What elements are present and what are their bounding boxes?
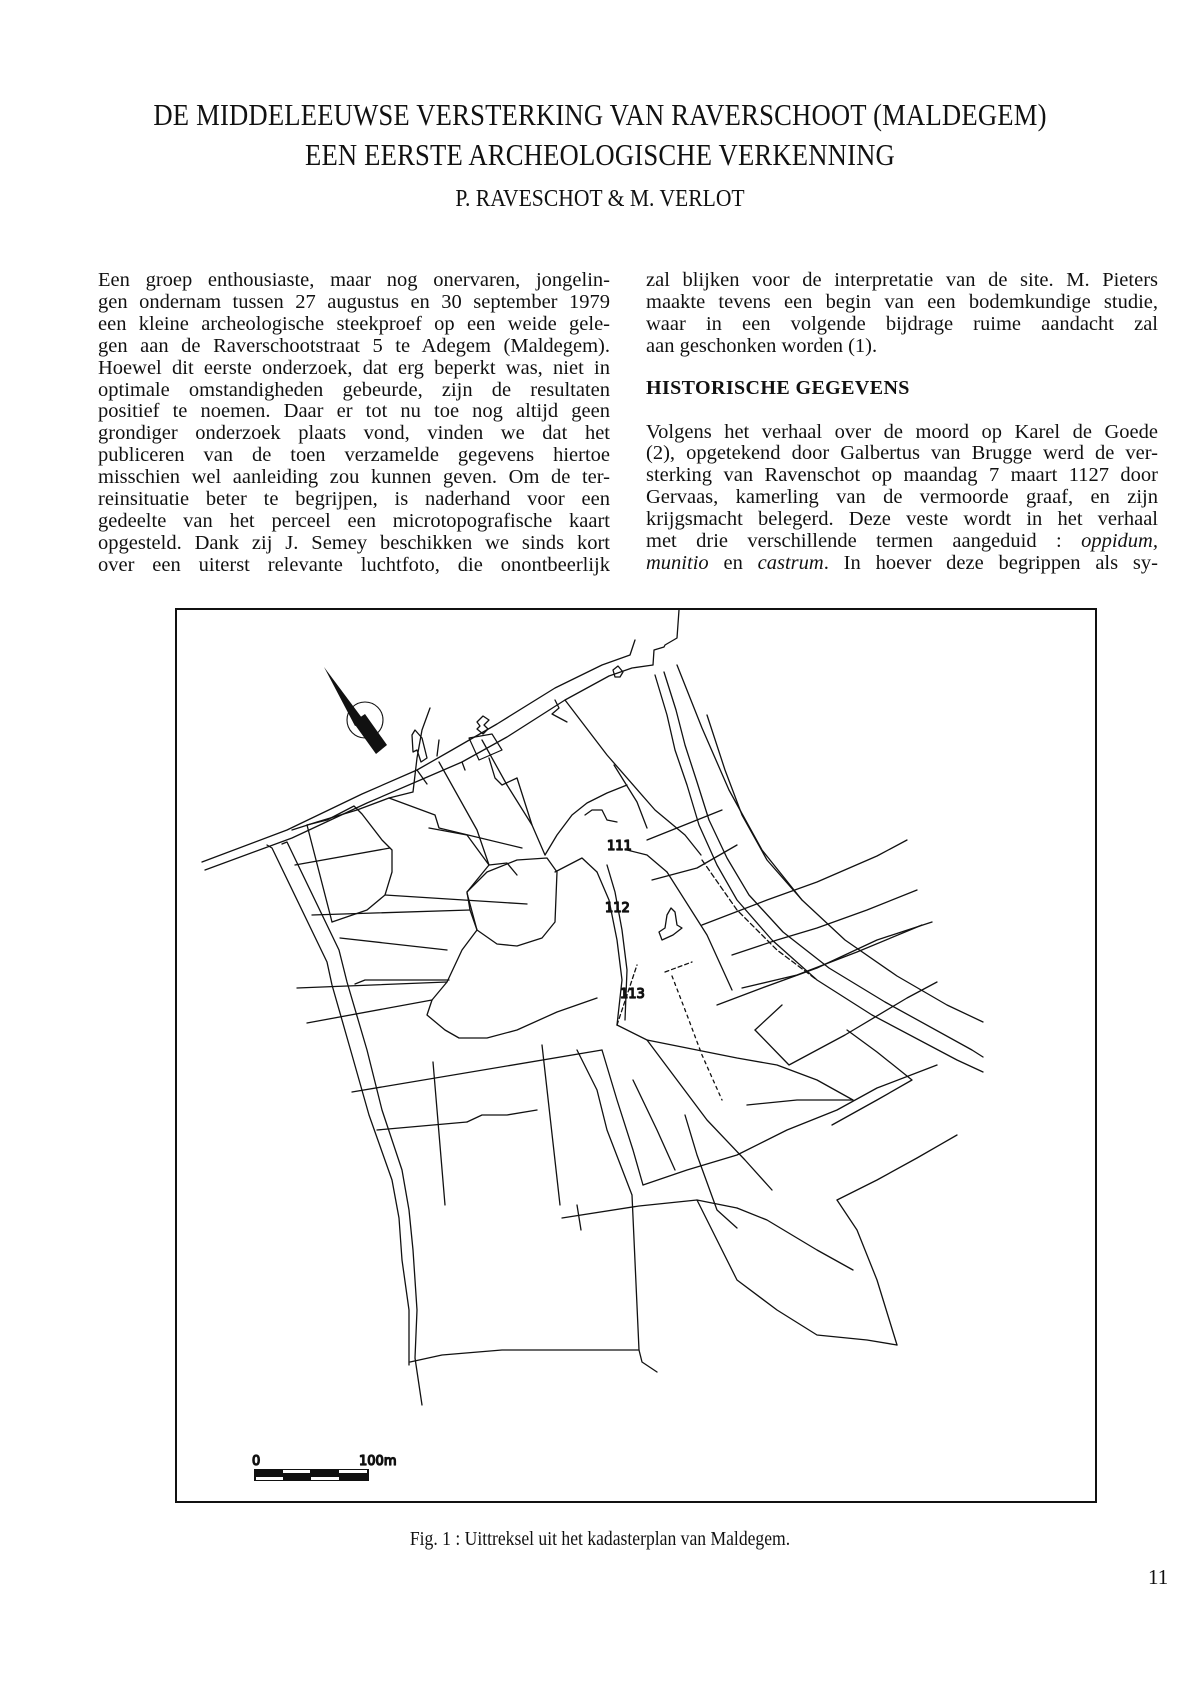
main-road — [202, 610, 679, 870]
parcel-label-111: 111 — [607, 839, 632, 854]
text-line: gen aan de Raverschootstraat 5 te Adegem (Maldegem). — [98, 334, 610, 357]
text-line: Volgens het verhaal over de moord op Karel de Goede — [646, 420, 1158, 443]
text-line: waar in een volgende bijdrage ruime aandacht zal — [646, 312, 1158, 335]
text-line: met drie verschillende termen aangeduid : oppidum, — [646, 530, 1158, 553]
scale-bar-end-label: 100m — [359, 1454, 397, 1469]
text-line: maakte tevens een begin van een bodemkundige studie, — [646, 290, 1158, 313]
italic-term-oppidum: oppidum, — [1061, 530, 1158, 553]
north-arrow-icon — [324, 667, 387, 754]
left-column — [98, 270, 610, 577]
text-line: munitio en castrum. In hoever deze begrippen als sy- — [646, 551, 1158, 574]
scale-bar — [252, 1454, 396, 1481]
scale-bar-start-label: 0 — [252, 1454, 261, 1469]
text-line: gedeelte van het perceel een microtopografische kaart — [98, 509, 610, 532]
text-line: gen ondernam tussen 27 augustus en 30 september 1979 — [98, 290, 610, 313]
text-line: krijgsmacht belegerd. Deze veste wordt in het verhaal — [646, 508, 1158, 531]
text-line: Hoewel dit eerste onderzoek, dat erg beperkt was, niet in — [98, 356, 610, 379]
cadastral-map — [177, 610, 1094, 1500]
article-authors: P. RAVESCHOT & M. VERLOT — [455, 186, 745, 212]
figure-caption: Fig. 1 : Uittreksel uit het kadasterplan van Maldegem. — [409, 1528, 791, 1550]
intro-paragraph — [98, 270, 610, 577]
parcel-boundaries — [292, 666, 957, 1372]
text-line: aan geschonken worden (1). — [646, 334, 878, 357]
page-number: 11 — [1148, 1565, 1169, 1589]
italic-term-castrum: castrum — [757, 551, 824, 574]
canal — [655, 665, 983, 1072]
text-line: positief te noemen. Daar er tot nu toe nog altijd geen — [98, 400, 610, 423]
right-column — [646, 270, 1158, 575]
text-line: optimale omstandigheden gebeurde, zijn de resultaten — [98, 378, 610, 401]
article-title-line2: EEN EERSTE ARCHEOLOGISCHE VERKENNING — [305, 137, 895, 172]
section-heading: HISTORISCHE GEGEVENS — [646, 376, 910, 399]
text-line: grondiger onderzoek plaats vond, vinden we dat het — [98, 422, 610, 445]
text-line: publiceren van de toen verzamelde gegevens hiertoe — [98, 444, 610, 467]
text-line: zal blijken voor de interpretatie van de site. M. Pieters — [646, 269, 1158, 291]
text-line: reinsituatie beter te begrijpen, is naderhand voor een — [98, 488, 610, 511]
article-title-line1: DE MIDDELEEUWSE VERSTERKING VAN RAVERSCHOOT (MALDEGEM) — [153, 97, 1047, 132]
west-lane — [267, 842, 422, 1405]
text-line: (2), opgetekend door Galbertus van Brugge werd de ver- — [646, 442, 1158, 465]
italic-term-munitio: munitio — [646, 551, 709, 574]
text-line: Gervaas, kamerling van de vermoorde graaf, en zijn — [646, 486, 1158, 509]
text-line: misschien wel aanleiding zou kunnen geven. Om de ter- — [98, 466, 610, 489]
parcel-label-112: 112 — [605, 901, 630, 916]
text-line: sterking van Ravenschot op maandag 7 maart 1127 door — [646, 464, 1158, 487]
text-line: over een uiterst relevante luchtfoto, die onontbeerlijk — [98, 553, 610, 576]
intro-paragraph-continued — [646, 270, 1158, 358]
text-line: opgesteld. Dank zij J. Semey beschikken we sinds kort — [98, 531, 610, 554]
cadastral-map-figure — [175, 608, 1097, 1503]
text-line: Een groep enthousiaste, maar nog onervaren, jongelin- — [98, 269, 610, 291]
parcel-label-113: 113 — [620, 987, 645, 1002]
text-line: een kleine archeologische steekproef op een weide gele- — [98, 312, 610, 335]
history-paragraph — [646, 422, 1158, 575]
